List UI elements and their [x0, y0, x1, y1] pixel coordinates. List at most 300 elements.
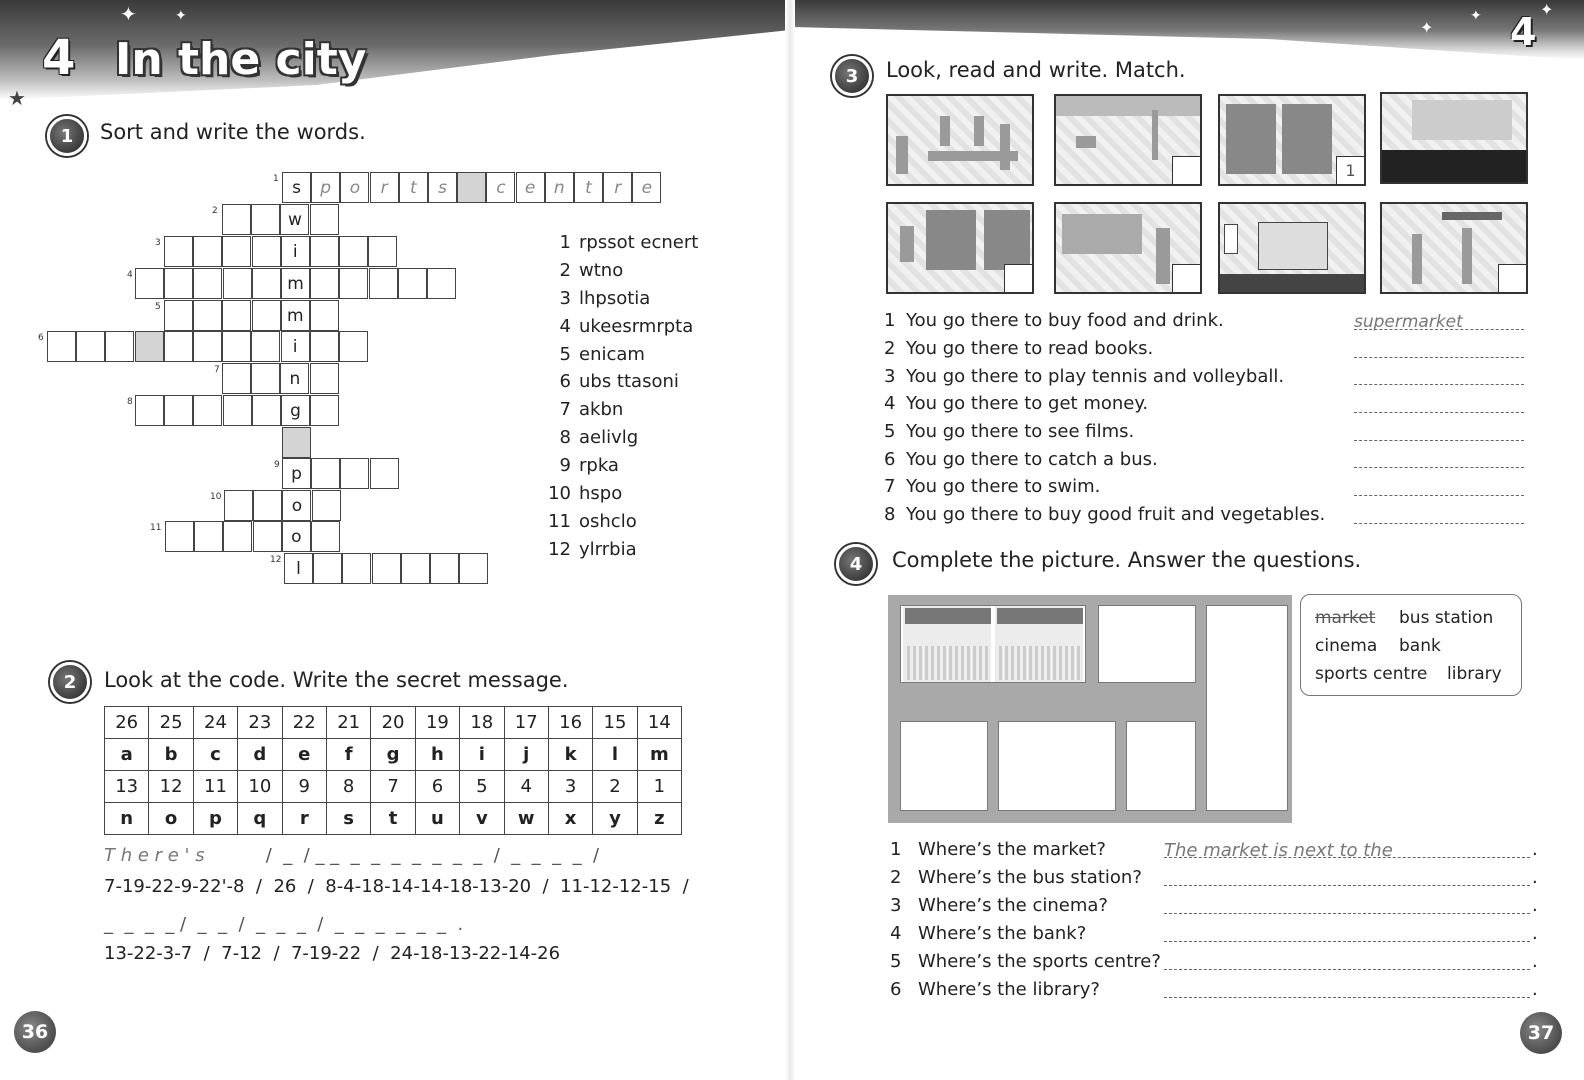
question-number: 6	[884, 448, 896, 470]
code-cell: g	[371, 739, 415, 771]
word-library: library	[1447, 664, 1502, 684]
code-cell: p	[193, 803, 237, 835]
crossword-cell[interactable]	[340, 458, 369, 489]
exercise-3-title: Look, read and write. Match.	[886, 58, 1186, 82]
clue-item	[545, 371, 698, 399]
code-cell: 22	[282, 707, 326, 739]
picture-supermarket	[1218, 94, 1366, 186]
code-cell: l	[593, 739, 637, 771]
clue-item	[545, 511, 698, 539]
code-cell: 6	[415, 771, 459, 803]
code-cell: 3	[548, 771, 592, 803]
word-cinema: cinema	[1315, 636, 1378, 656]
crossword-cell[interactable]: w	[280, 204, 309, 235]
code-cell: 7	[371, 771, 415, 803]
crossword-cell[interactable]	[252, 300, 281, 331]
exercise-4-title: Complete the picture. Answer the questions.	[892, 548, 1362, 572]
star-icon: ★	[8, 86, 26, 110]
code-table	[104, 706, 682, 835]
answer-line[interactable]: The market is next to the	[1164, 840, 1530, 858]
star-icon: ✦	[175, 8, 187, 24]
crossword-cell[interactable]: o	[282, 521, 311, 552]
answer-line[interactable]: supermarket	[1354, 312, 1524, 330]
code-cell: 1	[637, 771, 681, 803]
crossword-cell[interactable]	[398, 268, 427, 299]
full-stop: .	[1532, 978, 1538, 1000]
map-empty-block[interactable]	[998, 721, 1116, 811]
crossword-cell[interactable]	[251, 363, 280, 394]
crossword-cell[interactable]: i	[281, 331, 310, 362]
question-item	[890, 835, 1538, 863]
crossword-cell[interactable]	[310, 204, 339, 235]
question-number: 5	[890, 950, 902, 972]
secret-message-blanks-2: _ _ _ _ / _ _ / _ _ _ / _ _ _ _ _ _ .	[104, 914, 464, 935]
crossword-cell[interactable]	[311, 458, 340, 489]
clue-number: 9	[559, 455, 571, 477]
code-cell: 23	[238, 707, 282, 739]
question-item	[884, 362, 1524, 390]
book-spine	[785, 0, 795, 1080]
question-text: You go there to swim.	[906, 476, 1101, 498]
question-item	[884, 501, 1524, 529]
crossword-cell[interactable]	[224, 490, 253, 521]
star-icon: ✦	[1470, 8, 1482, 24]
question-text: Where’s the bank?	[918, 922, 1087, 944]
crossword-cell[interactable]	[164, 331, 193, 362]
question-item	[890, 919, 1538, 947]
clue-word: hspo	[579, 483, 623, 505]
question-number: 8	[884, 504, 896, 526]
clue-item	[545, 232, 698, 260]
crossword-cell[interactable]	[222, 331, 251, 362]
question-text: You go there to buy food and drink.	[906, 310, 1224, 332]
clue-word: ukeesrmrpta	[579, 315, 694, 337]
map-market-block	[900, 605, 1086, 683]
question-number: 2	[890, 866, 902, 888]
code-cell: j	[504, 739, 548, 771]
crossword-cell[interactable]	[135, 268, 164, 299]
crossword-cell[interactable]	[401, 553, 430, 584]
question-number: 2	[884, 338, 896, 360]
question-text: You go there to play tennis and volleyball.	[906, 365, 1285, 387]
exercise-4-badge: 4	[836, 544, 876, 584]
crossword-cell[interactable]: g	[281, 395, 310, 426]
map-empty-block[interactable]	[900, 721, 988, 811]
word-bus-station: bus station	[1399, 608, 1494, 628]
code-cell: i	[460, 739, 504, 771]
question-text: Where’s the bus station?	[918, 866, 1142, 888]
crossword-cell[interactable]	[310, 300, 339, 331]
crossword-cell[interactable]: m	[281, 268, 310, 299]
secret-message-code-1: 7-19-22-9-22'-8 / 26 / 8-4-18-14-14-18-13-20 / 11-12-12-15 /	[104, 876, 689, 897]
crossword-cell[interactable]: l	[284, 553, 313, 584]
crossword-cell[interactable]	[165, 521, 194, 552]
crossword-number: 11	[150, 523, 162, 533]
question-number: 3	[890, 894, 902, 916]
clue-item	[545, 316, 698, 344]
question-number: 5	[884, 421, 896, 443]
question-item	[884, 390, 1524, 418]
crossword-cell[interactable]	[370, 458, 399, 489]
crossword-cell[interactable]	[164, 300, 193, 331]
crossword-cell[interactable]	[311, 521, 340, 552]
crossword-cell[interactable]	[194, 521, 223, 552]
clue-word: rpssot ecnert	[579, 232, 699, 253]
question-text: You go there to buy good fruit and vegetables.	[906, 504, 1326, 526]
clue-number: 4	[559, 315, 571, 337]
question-item	[884, 335, 1524, 363]
exercise-1-title: Sort and write the words.	[100, 120, 366, 144]
crossword-cell[interactable]	[164, 395, 193, 426]
crossword-cell[interactable]: s	[428, 172, 457, 203]
crossword-cell[interactable]	[251, 331, 280, 362]
crossword-cell[interactable]	[312, 490, 341, 521]
crossword-cell[interactable]	[193, 268, 222, 299]
crossword-cell[interactable]	[222, 204, 251, 235]
crossword-cell[interactable]	[369, 268, 398, 299]
picture-answer-box[interactable]	[1004, 264, 1032, 292]
code-cell: 11	[193, 771, 237, 803]
crossword-number: 8	[127, 397, 133, 407]
code-cell: t	[371, 803, 415, 835]
city-map	[888, 595, 1292, 823]
answer-line[interactable]	[1164, 952, 1530, 970]
crossword-number: 3	[155, 238, 161, 248]
code-cell: d	[238, 739, 282, 771]
full-stop: .	[1532, 922, 1538, 944]
picture-library	[886, 202, 1034, 294]
code-cell: n	[105, 803, 149, 835]
code-cell: 8	[326, 771, 370, 803]
question-text: You go there to read books.	[906, 338, 1154, 360]
clue-item	[545, 539, 698, 567]
code-cell: 18	[460, 707, 504, 739]
code-cell: f	[326, 739, 370, 771]
question-number: 7	[884, 476, 896, 498]
picture-answer-box[interactable]	[1172, 156, 1200, 184]
answer-line[interactable]	[1164, 868, 1530, 886]
code-cell: h	[415, 739, 459, 771]
unit-title: In the city	[115, 34, 367, 85]
question-item	[884, 418, 1524, 446]
word-sports-centre: sports centre	[1315, 664, 1428, 684]
full-stop: .	[1532, 894, 1538, 916]
crossword-cell[interactable]	[222, 300, 251, 331]
clue-word: aelivlg	[579, 427, 639, 449]
map-empty-block[interactable]	[1126, 721, 1196, 811]
full-stop: .	[1532, 866, 1538, 888]
code-cell: r	[282, 803, 326, 835]
answer-line[interactable]	[1354, 395, 1524, 413]
crossword-cell[interactable]	[282, 427, 311, 458]
map-empty-block[interactable]	[1206, 605, 1288, 811]
code-cell: a	[105, 739, 149, 771]
clue-word: enicam	[579, 343, 645, 365]
crossword-cell[interactable]	[310, 395, 339, 426]
clue-item	[545, 399, 698, 427]
clue-number: 3	[559, 287, 571, 309]
crossword-cell[interactable]	[223, 521, 252, 552]
crossword-cell[interactable]	[251, 204, 280, 235]
crossword-cell[interactable]: e	[632, 172, 661, 203]
crossword-cell[interactable]	[339, 236, 368, 267]
crossword-cell[interactable]: p	[282, 458, 311, 489]
question-text: Where’s the cinema?	[918, 894, 1108, 916]
word-bank: bank	[1399, 636, 1441, 656]
code-cell: 19	[415, 707, 459, 739]
clue-number: 2	[559, 259, 571, 281]
crossword-cell[interactable]	[193, 395, 222, 426]
code-cell: 5	[460, 771, 504, 803]
answer-line[interactable]	[1354, 506, 1524, 524]
clue-number: 12	[548, 538, 571, 560]
clue-item	[545, 483, 698, 511]
picture-answer-box[interactable]: 1	[1336, 156, 1364, 184]
crossword-cell[interactable]	[164, 236, 193, 267]
word-market: market	[1315, 608, 1376, 628]
crossword-cell[interactable]	[105, 331, 134, 362]
code-cell: 17	[504, 707, 548, 739]
code-cell: v	[460, 803, 504, 835]
code-cell: 9	[282, 771, 326, 803]
code-cell: c	[193, 739, 237, 771]
star-icon: ✦	[1420, 18, 1434, 37]
question-item	[890, 891, 1538, 919]
picture-swimming-pool	[1054, 94, 1202, 186]
clue-number: 8	[559, 427, 571, 449]
crossword-cell[interactable]	[47, 331, 76, 362]
question-item	[890, 947, 1538, 975]
picture-bank	[886, 94, 1034, 186]
crossword-cell[interactable]	[193, 236, 222, 267]
crossword-cell[interactable]: r	[370, 172, 399, 203]
unit-number: 4	[42, 30, 76, 86]
question-text: Where’s the library?	[918, 978, 1100, 1000]
question-number: 4	[884, 393, 896, 415]
question-number: 1	[884, 310, 896, 332]
question-text: You go there to see films.	[906, 421, 1135, 443]
code-cell: 26	[105, 707, 149, 739]
clue-word: lhpsotia	[579, 287, 651, 309]
crossword-number: 1	[273, 174, 279, 184]
picture-answer-box[interactable]	[1172, 264, 1200, 292]
clue-word: ubs ttasoni	[579, 371, 679, 393]
unit-number-right: 4	[1510, 10, 1537, 54]
crossword-cell[interactable]	[222, 363, 251, 394]
crossword-cell[interactable]	[430, 553, 459, 584]
crossword-cell[interactable]: n	[545, 172, 574, 203]
crossword-cell[interactable]	[223, 395, 252, 426]
code-cell: 10	[238, 771, 282, 803]
question-number: 6	[890, 978, 902, 1000]
question-text: You go there to get money.	[906, 393, 1149, 415]
secret-message-blanks-1: / _ / _ _ _ _ _ _ _ _ _ / _ _ _ _ /	[260, 845, 600, 866]
code-cell: k	[548, 739, 592, 771]
clue-number: 11	[548, 510, 571, 532]
code-cell: x	[548, 803, 592, 835]
exercise-1-badge: 1	[47, 116, 87, 156]
crossword-cell[interactable]	[193, 300, 222, 331]
answer-line[interactable]	[1164, 980, 1530, 998]
crossword-number: 4	[127, 270, 133, 280]
crossword-cell[interactable]: s	[282, 172, 311, 203]
question-number: 1	[890, 838, 902, 860]
clue-word: rpka	[579, 455, 619, 477]
crossword-cell[interactable]: r	[603, 172, 632, 203]
crossword-cell[interactable]	[193, 331, 222, 362]
clue-word: akbn	[579, 399, 624, 421]
code-cell: e	[282, 739, 326, 771]
map-empty-block[interactable]	[1098, 605, 1196, 683]
crossword-cell[interactable]	[252, 268, 281, 299]
crossword-cell[interactable]: n	[280, 363, 309, 394]
crossword-cell[interactable]: t	[574, 172, 603, 203]
exercise-4-questions	[890, 835, 1538, 1003]
answer-line[interactable]	[1354, 450, 1524, 468]
exercise-2-title: Look at the code. Write the secret message.	[104, 668, 569, 692]
crossword-cell[interactable]	[342, 553, 371, 584]
answer-line[interactable]	[1354, 367, 1524, 385]
code-cell: z	[637, 803, 681, 835]
question-item	[884, 445, 1524, 473]
code-cell: 13	[105, 771, 149, 803]
crossword-number: 7	[214, 365, 220, 375]
code-cell: 16	[548, 707, 592, 739]
code-cell: 4	[504, 771, 548, 803]
picture-answer-box[interactable]	[1498, 264, 1526, 292]
picture-bus-station	[1218, 202, 1366, 294]
crossword-cell[interactable]	[310, 236, 339, 267]
crossword-cell[interactable]	[427, 268, 456, 299]
code-cell: 15	[593, 707, 637, 739]
crossword-cell[interactable]: m	[281, 300, 310, 331]
crossword-cell[interactable]	[252, 236, 281, 267]
question-item	[890, 863, 1538, 891]
question-number: 4	[890, 922, 902, 944]
question-number: 3	[884, 365, 896, 387]
exercise-3-questions	[884, 307, 1524, 529]
clue-word: ylrrbia	[579, 538, 637, 560]
code-cell: u	[415, 803, 459, 835]
picture-sports-centre	[1380, 202, 1528, 294]
crossword-cell[interactable]	[310, 331, 339, 362]
code-cell: 21	[326, 707, 370, 739]
secret-message-code-2: 13-22-3-7 / 7-12 / 7-19-22 / 24-18-13-22-14-26	[104, 943, 561, 964]
code-cell: 25	[149, 707, 193, 739]
crossword-cell[interactable]	[223, 268, 252, 299]
code-cell: 14	[637, 707, 681, 739]
word-box	[1300, 594, 1522, 696]
answer-line[interactable]	[1354, 478, 1524, 496]
secret-message-answer: T h e r e ' s	[104, 845, 205, 866]
crossword-cell[interactable]	[457, 172, 486, 203]
crossword-number: 5	[155, 302, 161, 312]
crossword-cell[interactable]	[372, 553, 401, 584]
crossword-cell[interactable]	[135, 331, 164, 362]
crossword-cell[interactable]: i	[281, 236, 310, 267]
crossword-number: 6	[38, 333, 44, 343]
code-cell: 20	[371, 707, 415, 739]
exercise-2-badge: 2	[50, 662, 90, 702]
answer-line[interactable]	[1164, 924, 1530, 942]
picture-market	[1054, 202, 1202, 294]
crossword-cell[interactable]	[76, 331, 105, 362]
star-icon: ✦	[1540, 0, 1554, 19]
clue-number: 1	[559, 232, 571, 253]
answer-line[interactable]	[1164, 896, 1530, 914]
question-text: You go there to catch a bus.	[906, 448, 1158, 470]
crossword-number: 9	[274, 460, 280, 470]
crossword-cell[interactable]: p	[311, 172, 340, 203]
question-item	[884, 473, 1524, 501]
code-cell: q	[238, 803, 282, 835]
crossword-cell[interactable]	[135, 395, 164, 426]
crossword-cell[interactable]	[222, 236, 251, 267]
crossword-cell[interactable]	[310, 268, 339, 299]
crossword-cell[interactable]: t	[399, 172, 428, 203]
header-banner-right	[792, 0, 1584, 60]
code-cell: o	[149, 803, 193, 835]
crossword-cell[interactable]	[339, 268, 368, 299]
crossword-cell[interactable]: e	[516, 172, 545, 203]
clue-number: 10	[548, 483, 571, 505]
crossword-cell[interactable]	[164, 268, 193, 299]
full-stop: .	[1532, 838, 1538, 860]
code-cell: w	[504, 803, 548, 835]
clue-word: oshclo	[579, 510, 637, 532]
code-cell: m	[637, 739, 681, 771]
clue-item	[545, 455, 698, 483]
picture-cinema	[1380, 92, 1528, 184]
code-cell: s	[326, 803, 370, 835]
page-number-right: 37	[1520, 1012, 1562, 1054]
answer-line[interactable]	[1354, 340, 1524, 358]
code-cell: y	[593, 803, 637, 835]
crossword-cell[interactable]: o	[340, 172, 369, 203]
exercise-3-badge: 3	[832, 56, 872, 96]
crossword-cell[interactable]	[339, 331, 368, 362]
crossword-cell[interactable]	[459, 553, 488, 584]
crossword-cell[interactable]	[253, 490, 282, 521]
clue-list	[545, 232, 698, 567]
clue-item	[545, 288, 698, 316]
clue-number: 6	[559, 371, 571, 393]
answer-line[interactable]	[1354, 423, 1524, 441]
crossword-cell[interactable]	[252, 395, 281, 426]
clue-item	[545, 260, 698, 288]
question-item	[884, 307, 1524, 335]
code-cell: 2	[593, 771, 637, 803]
star-icon: ✦	[120, 2, 137, 26]
clue-word: wtno	[579, 259, 624, 281]
code-cell: 24	[193, 707, 237, 739]
crossword-cell[interactable]	[368, 236, 397, 267]
crossword-number: 2	[212, 206, 218, 216]
clue-number: 5	[559, 343, 571, 365]
crossword-cell[interactable]	[253, 521, 282, 552]
crossword-number: 10	[210, 492, 222, 502]
crossword-cell[interactable]	[310, 363, 339, 394]
crossword-number: 12	[270, 555, 282, 565]
crossword-cell[interactable]: c	[486, 172, 515, 203]
clue-number: 7	[559, 399, 571, 421]
crossword-cell[interactable]: o	[282, 490, 311, 521]
question-text: Where’s the sports centre?	[918, 950, 1161, 972]
clue-item	[545, 427, 698, 455]
page-number-left: 36	[14, 1011, 56, 1053]
crossword-cell[interactable]	[313, 553, 342, 584]
code-cell: b	[149, 739, 193, 771]
